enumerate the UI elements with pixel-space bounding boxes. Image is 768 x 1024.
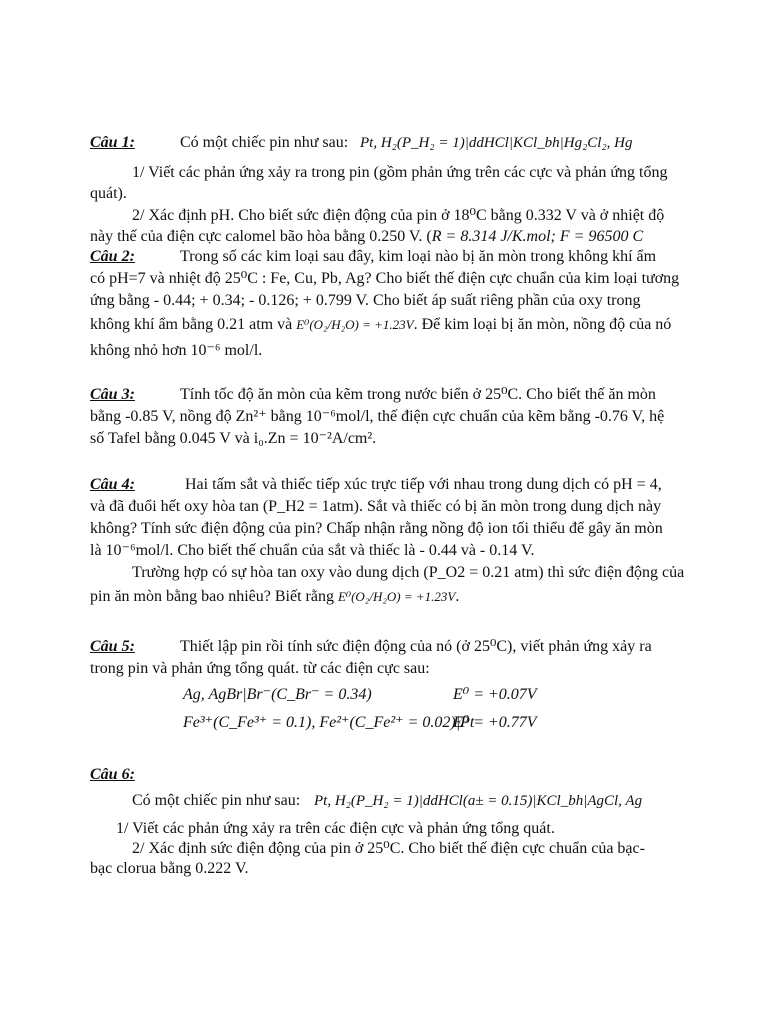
q5-text1: Thiết lập pin rồi tính sức điện động của nó (ở 25⁰C), viết phản ứng xảy ra <box>180 638 652 655</box>
q5-electrode1: Ag, AgBr|Br⁻(C_Br⁻ = 0.34) <box>183 686 372 703</box>
q2-text4b: . Để kim loại bị ăn mòn, nồng độ của nó <box>413 316 672 333</box>
q1-part2-line1: 2/ Xác định pH. Cho biết sức điện động của pin ở 18⁰C bằng 0.332 V và ở nhiệt độ <box>132 207 665 224</box>
q5-label: Câu 5: <box>90 638 135 655</box>
q4-line6 <box>90 586 680 608</box>
q2-line3: ứng bằng - 0.44; + 0.34; - 0.126; + 0.799 V. Cho biết áp suất riêng phần của oxy trong <box>90 292 641 309</box>
q5-electrode2: Fe³⁺(C_Fe³⁺ = 0.1), Fe²⁺(C_Fe²⁺ = 0.02)|Pt <box>183 714 475 731</box>
q5-line2: trong pin và phản ứng tổng quát. từ các điện cực sau: <box>90 660 430 677</box>
q6-part2-line2: bạc clorua bằng 0.222 V. <box>90 860 249 877</box>
q1-label: Câu 1: <box>90 134 135 151</box>
q2-line5: không nhỏ hơn 10⁻⁶ mol/l. <box>90 342 263 359</box>
q2-text4a: không khí ẩm bằng 0.21 atm và <box>90 316 293 333</box>
q5-electrode1-row <box>183 684 683 706</box>
q4-label: Câu 4: <box>90 476 135 493</box>
q5-line1 <box>90 636 680 658</box>
q5-electrode1-potential: E⁰ = +0.07V <box>453 686 537 703</box>
q4-line3: không? Tính sức điện động của pin? Chấp nhận rằng nồng độ ion tối thiểu để gây ăn mòn <box>90 520 663 537</box>
q3-label: Câu 3: <box>90 386 135 403</box>
q4-line2: và đã đuổi hết oxy hòa tan (P_H2 = 1atm). Sắt và thiếc có bị ăn mòn trong dung dịch này <box>90 498 662 515</box>
q1-constants: R = 8.314 J/K.mol; F = 96500 C <box>431 228 644 245</box>
q4-line1 <box>90 474 680 496</box>
q1-part2-text: này thế của điện cực calomel bão hòa bằng 0.250 V. ( <box>90 228 432 245</box>
q1-part2-line2 <box>90 226 680 248</box>
q2-oxygen-potential: E⁰(O₂/H₂O) = +1.23V <box>296 317 414 332</box>
q4-text6a: pin ăn mòn bằng bao nhiêu? Biết rằng <box>90 588 334 605</box>
q4-line4: là 10⁻⁶mol/l. Cho biết thế chuẩn của sắt và thiếc là - 0.44 và - 0.14 V. <box>90 542 535 559</box>
q5-electrode2-potential: E⁰ = +0.77V <box>453 714 537 731</box>
q4-text6b: . <box>455 588 460 605</box>
q3-line3: số Tafel bằng 0.045 V và i₀.Zn = 10⁻²A/cm². <box>90 430 377 447</box>
q3-line1 <box>90 384 680 406</box>
q3-text1: Tính tốc độ ăn mòn của kẽm trong nước biển ở 25⁰C. Cho biết thế ăn mòn <box>180 386 656 403</box>
q3-line2: bằng -0.85 V, nồng độ Zn²⁺ bằng 10⁻⁶mol/l, thế điện cực chuẩn của kẽm bằng -0.76 V, hệ <box>90 408 665 425</box>
q6-cell-notation: Pt, H₂(P_H₂ = 1)|ddHCl(a± = 0.15)|KCl_bh|AgCl, Ag <box>314 793 643 809</box>
q6-intro: Có một chiếc pin như sau: <box>132 792 301 809</box>
q5-electrode2-row <box>183 712 683 734</box>
q2-line4 <box>90 314 680 336</box>
q6-intro-line <box>132 790 722 812</box>
q6-label: Câu 6: <box>90 766 135 783</box>
q1-header-line <box>90 132 680 154</box>
q1-cell-notation: Pt, H₂(P_H₂ = 1)|ddHCl|KCl_bh|Hg₂Cl₂, Hg <box>360 135 633 151</box>
q2-text1: Trong số các kim loại sau đây, kim loại nào bị ăn mòn trong không khí ẩm <box>180 248 657 265</box>
q2-line1 <box>90 246 680 268</box>
q2-line2: có pH=7 và nhiệt độ 25⁰C : Fe, Cu, Pb, Ag? Cho biết thế điện cực chuẩn của kim loại tương <box>90 270 680 287</box>
q6-part2-line1: 2/ Xác định sức điện động của pin ở 25⁰C. Cho biết thế điện cực chuẩn của bạc- <box>132 840 645 857</box>
q4-line5: Trường hợp có sự hòa tan oxy vào dung dịch (P_O2 = 0.21 atm) thì sức điện động của <box>132 564 685 581</box>
q1-intro: Có một chiếc pin như sau: <box>180 134 349 151</box>
q1-part1-line1: 1/ Viết các phản ứng xảy ra trong pin (gồm phản ứng trên các cực và phản ứng tổng <box>132 164 668 181</box>
q4-oxygen-potential: E⁰(O₂/H₂O) = +1.23V <box>337 589 456 604</box>
q4-text1: Hai tấm sắt và thiếc tiếp xúc trực tiếp với nhau trong dung dịch có pH = 4, <box>185 476 662 493</box>
q2-label: Câu 2: <box>90 248 135 265</box>
q6-label-line <box>90 764 680 786</box>
q1-part1-line2: quát). <box>90 185 127 202</box>
q6-part1: 1/ Viết các phản ứng xảy ra trên các điện cực và phản ứng tổng quát. <box>116 820 555 837</box>
